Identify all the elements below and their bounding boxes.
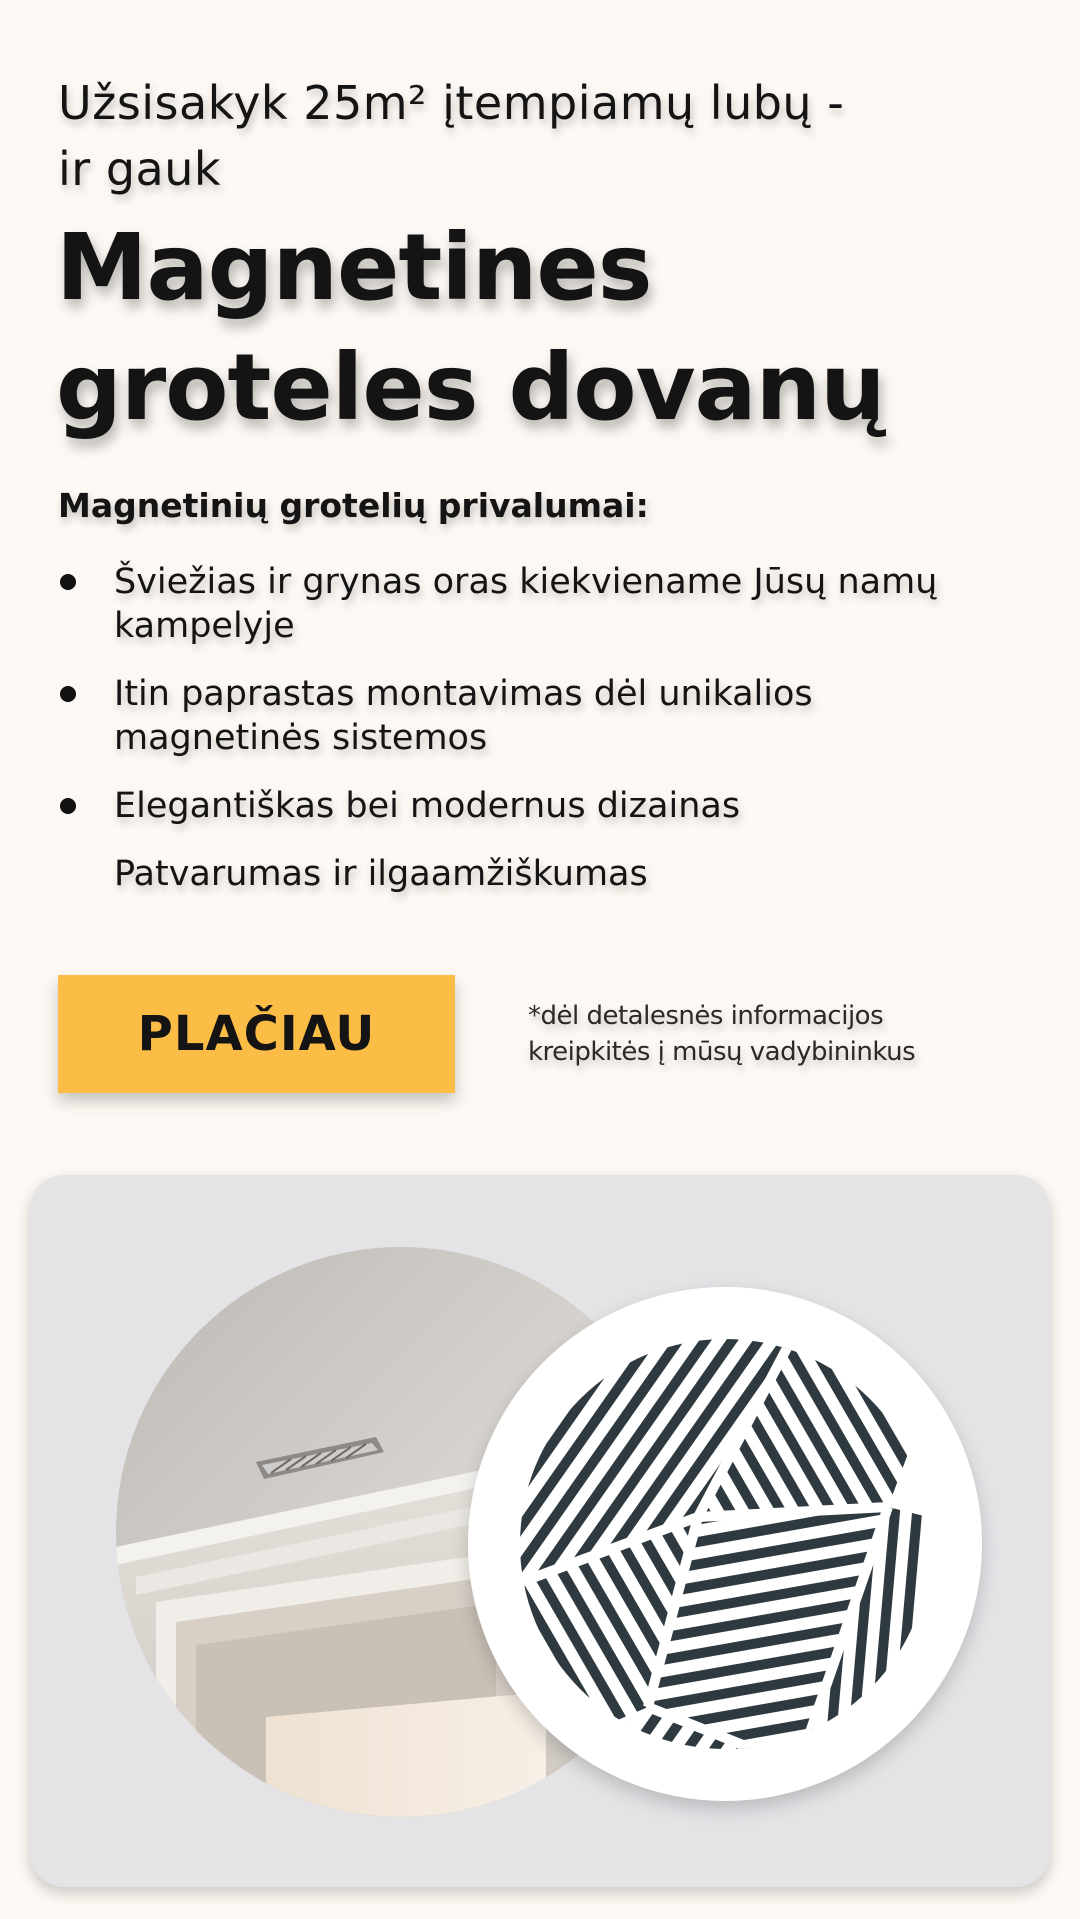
- list-item: Šviežias ir grynas oras kiekviename Jūsų namų kampelyje: [58, 560, 1018, 648]
- list-item: Elegantiškas bei modernus dizainas: [58, 784, 1018, 828]
- list-item: Itin paprastas montavimas dėl unikalios magnetinės sistemos: [58, 672, 1018, 760]
- list-item: Patvarumas ir ilgaamžiškumas: [114, 854, 648, 894]
- benefits-title: Magnetinių grotelių privalumai:: [58, 486, 649, 525]
- contact-note-line-1: *dėl detalesnės informacijos: [528, 1001, 884, 1031]
- more-info-button[interactable]: PLAČIAU: [58, 975, 455, 1093]
- promo-headline: [56, 208, 1016, 448]
- promo-headline-line-1: Magnetines: [56, 214, 652, 321]
- contact-note-line-2: kreipkitės į mūsų vadybininkus: [528, 1037, 916, 1067]
- promo-subtitle-line-1: Užsisakyk 25m² įtempiamų lubų -: [58, 76, 845, 130]
- promo-subtitle: [58, 70, 958, 202]
- promo-subtitle-line-2: ir gauk: [58, 142, 221, 196]
- promo-headline-line-2: groteles dovanų: [56, 334, 885, 441]
- product-image-card: [30, 1175, 1050, 1887]
- benefits-list: [58, 560, 1018, 920]
- contact-note: [528, 998, 948, 1070]
- magnetic-vent-photo: [468, 1287, 982, 1801]
